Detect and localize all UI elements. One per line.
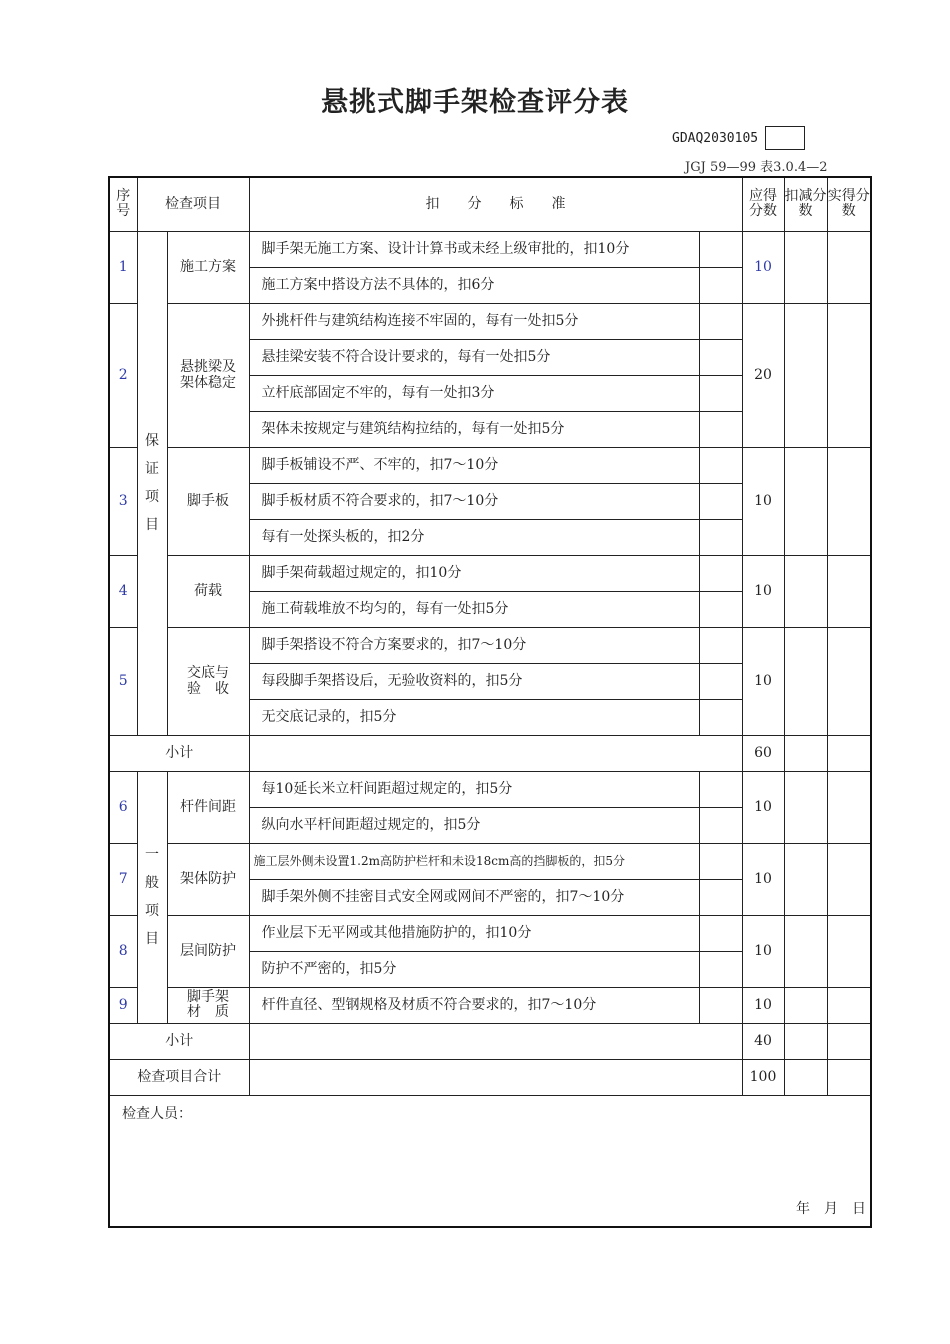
deduction-cell[interactable] xyxy=(699,483,742,519)
deduct-score-cell[interactable] xyxy=(784,1059,827,1095)
inspector-signature-area[interactable] xyxy=(109,1095,871,1227)
item-name: 杆件间距 xyxy=(167,771,249,843)
criteria-text: 施工方案中搭设方法不具体的，扣6分 xyxy=(249,267,699,303)
item-number: 3 xyxy=(109,447,137,555)
deduction-cell[interactable] xyxy=(699,879,742,915)
deduction-cell[interactable] xyxy=(699,447,742,483)
subtotal-guarantee-score: 60 xyxy=(742,735,784,771)
header-seq: 序号 xyxy=(109,177,137,231)
actual-score-cell[interactable] xyxy=(827,303,871,447)
deduction-cell[interactable] xyxy=(699,267,742,303)
subtotal-label: 小计 xyxy=(109,1023,249,1059)
total-row xyxy=(109,1059,871,1095)
item-name: 荷载 xyxy=(167,555,249,627)
item-name: 脚手架材 质 xyxy=(167,987,249,1023)
category-char: 证 xyxy=(145,460,159,477)
category-char: 目 xyxy=(145,931,159,948)
deduct-score-cell[interactable] xyxy=(784,771,827,843)
criteria-text: 杆件直径、型钢规格及材质不符合要求的，扣7～10分 xyxy=(249,987,699,1023)
should-score: 10 xyxy=(742,555,784,627)
item-number: 2 xyxy=(109,303,137,447)
deduct-score-cell[interactable] xyxy=(784,303,827,447)
category-char: 保 xyxy=(145,432,159,449)
category-char: 目 xyxy=(145,517,159,534)
criteria-text: 无交底记录的，扣5分 xyxy=(249,699,699,735)
deduction-cell[interactable] xyxy=(699,231,742,267)
subtotal-general-score: 40 xyxy=(742,1023,784,1059)
deduct-score-cell[interactable] xyxy=(784,843,827,915)
criteria-text: 每有一处探头板的，扣2分 xyxy=(249,519,699,555)
deduction-cell[interactable] xyxy=(699,987,742,1023)
deduct-score-cell[interactable] xyxy=(784,555,827,627)
criteria-text: 纵向水平杆间距超过规定的，扣5分 xyxy=(249,807,699,843)
deduction-cell[interactable] xyxy=(699,951,742,987)
deduction-cell[interactable] xyxy=(699,915,742,951)
deduction-cell[interactable] xyxy=(699,843,742,879)
criteria-text: 脚手架荷载超过规定的，扣10分 xyxy=(249,555,699,591)
criteria-text: 脚手架无施工方案、设计计算书或未经上级审批的，扣10分 xyxy=(249,231,699,267)
date-label: 年 月 日 xyxy=(796,1201,866,1218)
table-row xyxy=(109,915,871,951)
item-name: 脚手板 xyxy=(167,447,249,555)
table-row xyxy=(109,627,871,663)
total-score: 100 xyxy=(742,1059,784,1095)
criteria-text: 架体未按规定与建筑结构拉结的，每有一处扣5分 xyxy=(249,411,699,447)
criteria-text: 每段脚手架搭设后，无验收资料的，扣5分 xyxy=(249,663,699,699)
subtotal-label: 小计 xyxy=(109,735,249,771)
criteria-text: 脚手板材质不符合要求的，扣7～10分 xyxy=(249,483,699,519)
should-score: 10 xyxy=(742,447,784,555)
standard-reference: JGJ 59—99 表3.0.4—2 xyxy=(685,160,828,175)
should-score: 20 xyxy=(742,303,784,447)
criteria-text: 脚手架搭设不符合方案要求的，扣7～10分 xyxy=(249,627,699,663)
deduction-cell[interactable] xyxy=(699,663,742,699)
table-header xyxy=(109,177,871,231)
criteria-text: 作业层下无平网或其他措施防护的，扣10分 xyxy=(249,915,699,951)
deduct-score-cell[interactable] xyxy=(784,1023,827,1059)
deduct-score-cell[interactable] xyxy=(784,627,827,735)
total-label: 检查项目合计 xyxy=(109,1059,249,1095)
should-score: 10 xyxy=(742,915,784,987)
deduction-cell[interactable] xyxy=(699,375,742,411)
table-row xyxy=(109,303,871,339)
deduction-cell[interactable] xyxy=(699,339,742,375)
table-row xyxy=(109,771,871,807)
table-row xyxy=(109,555,871,591)
actual-score-cell[interactable] xyxy=(827,555,871,627)
item-number: 5 xyxy=(109,627,137,735)
category-char: 般 xyxy=(145,874,159,891)
actual-score-cell[interactable] xyxy=(827,1059,871,1095)
header-should-score: 应得分数 xyxy=(742,177,784,231)
general-category xyxy=(137,771,167,1023)
score-table xyxy=(108,176,872,1228)
criteria-text: 防护不严密的，扣5分 xyxy=(249,951,699,987)
should-score: 10 xyxy=(742,231,784,303)
actual-score-cell[interactable] xyxy=(827,1023,871,1059)
deduct-score-cell[interactable] xyxy=(784,915,827,987)
inspector-row xyxy=(109,1095,871,1227)
actual-score-cell[interactable] xyxy=(827,447,871,555)
deduction-cell[interactable] xyxy=(699,771,742,807)
subtotal-row xyxy=(109,735,871,771)
should-score: 10 xyxy=(742,627,784,735)
page-title: 悬挑式脚手架检查评分表 xyxy=(321,87,629,118)
should-score: 10 xyxy=(742,987,784,1023)
item-number: 1 xyxy=(109,231,137,303)
criteria-text: 外挑杆件与建筑结构连接不牢固的，每有一处扣5分 xyxy=(249,303,699,339)
document-code: GDAQ2030105 xyxy=(672,131,759,146)
actual-score-cell[interactable] xyxy=(827,987,871,1023)
deduction-cell[interactable] xyxy=(699,303,742,339)
deduction-cell[interactable] xyxy=(699,555,742,591)
criteria-text: 施工荷载堆放不均匀的，每有一处扣5分 xyxy=(249,591,699,627)
deduction-cell[interactable] xyxy=(699,591,742,627)
table-row xyxy=(109,231,871,267)
deduction-cell[interactable] xyxy=(699,699,742,735)
actual-score-cell[interactable] xyxy=(827,231,871,303)
header-actual-score: 实得分数 xyxy=(827,177,871,231)
item-number: 7 xyxy=(109,843,137,915)
criteria-text: 每10延长米立杆间距超过规定的，扣5分 xyxy=(249,771,699,807)
actual-score-cell[interactable] xyxy=(827,843,871,915)
criteria-text: 脚手架外侧不挂密目式安全网或网间不严密的，扣7～10分 xyxy=(249,879,699,915)
item-name: 交底与验 收 xyxy=(167,627,249,735)
deduction-cell[interactable] xyxy=(699,807,742,843)
header-criteria: 扣 分 标 准 xyxy=(249,177,742,231)
item-name: 层间防护 xyxy=(167,915,249,987)
item-number: 6 xyxy=(109,771,137,843)
item-number: 4 xyxy=(109,555,137,627)
table-row xyxy=(109,843,871,879)
criteria-text: 脚手板铺设不严、不牢的，扣7～10分 xyxy=(249,447,699,483)
actual-score-cell[interactable] xyxy=(827,915,871,987)
inspector-label: 检查人员： xyxy=(122,1105,192,1122)
deduct-score-cell[interactable] xyxy=(784,447,827,555)
category-char: 项 xyxy=(145,903,159,919)
criteria-text: 立杆底部固定不牢的，每有一处扣3分 xyxy=(249,375,699,411)
criteria-text: 悬挂梁安装不符合设计要求的，每有一处扣5分 xyxy=(249,339,699,375)
deduction-cell[interactable] xyxy=(699,411,742,447)
header-item: 检查项目 xyxy=(137,177,249,231)
criteria-text: 施工层外侧未设置1.2m高防护栏杆和未设18cm高的挡脚板的，扣5分 xyxy=(249,843,699,879)
item-number: 8 xyxy=(109,915,137,987)
guarantee-category xyxy=(137,231,167,735)
deduct-score-cell[interactable] xyxy=(784,735,827,771)
deduction-cell[interactable] xyxy=(699,627,742,663)
actual-score-cell[interactable] xyxy=(827,735,871,771)
category-char: 项 xyxy=(145,489,159,505)
document-code-input-box[interactable] xyxy=(765,126,805,150)
deduction-cell[interactable] xyxy=(699,519,742,555)
item-name: 施工方案 xyxy=(167,231,249,303)
deduct-score-cell[interactable] xyxy=(784,987,827,1023)
table-row xyxy=(109,447,871,483)
item-name: 架体防护 xyxy=(167,843,249,915)
deduct-score-cell[interactable] xyxy=(784,231,827,303)
item-name: 悬挑梁及架体稳定 xyxy=(167,303,249,447)
header-deduct-score: 扣减分数 xyxy=(784,177,827,231)
item-number: 9 xyxy=(109,987,137,1023)
actual-score-cell[interactable] xyxy=(827,771,871,843)
should-score: 10 xyxy=(742,771,784,843)
table-row xyxy=(109,987,871,1023)
actual-score-cell[interactable] xyxy=(827,627,871,735)
should-score: 10 xyxy=(742,843,784,915)
subtotal-row xyxy=(109,1023,871,1059)
category-char: 一 xyxy=(145,846,159,863)
